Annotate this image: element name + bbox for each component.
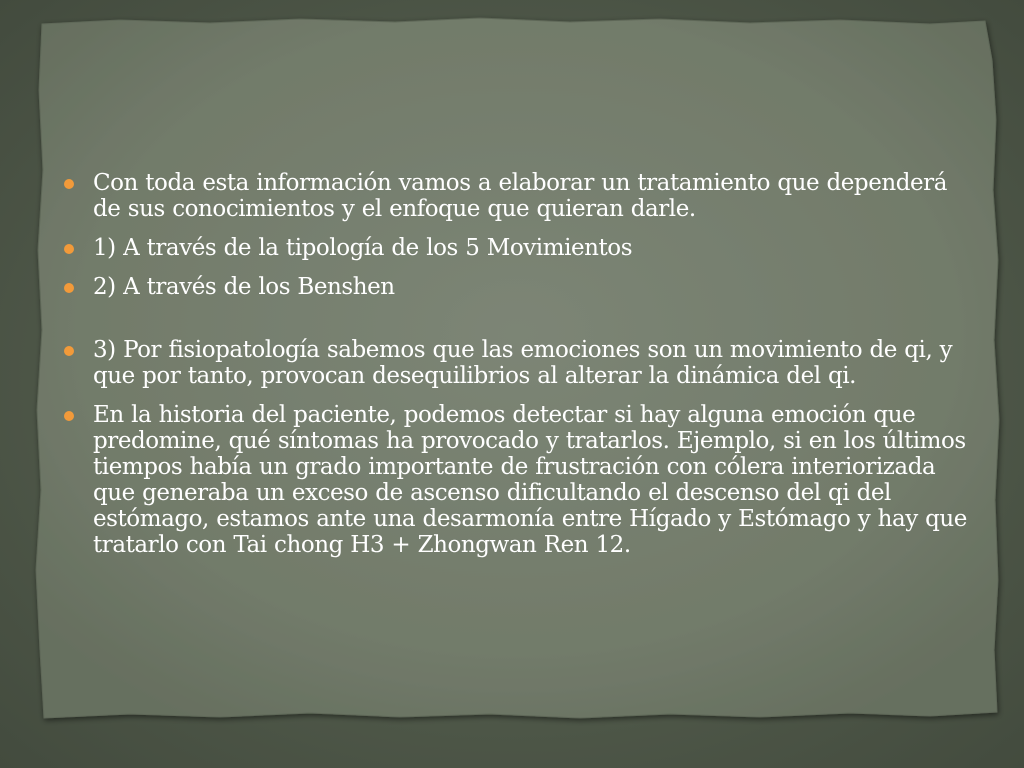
list-item xyxy=(60,337,970,389)
list-item xyxy=(60,170,970,222)
bullet-text: En la historia del paciente, podemos detectar si hay alguna emoción que predomine, qué síntomas ha provocado y tratarlos. Ejemplo, si en los últimos tiempos había un grado importante de frustración con cólera interiorizada que generaba un exceso de ascenso dificultando el descenso del qi del estómago, estamos ante una desarmonía entre Hígado y Estómago y hay que tratarlo con Tai chong H3 + Zhongwan Ren 12. xyxy=(93,402,967,558)
bullet-icon xyxy=(64,244,74,254)
bullet-text: Con toda esta información vamos a elaborar un tratamiento que dependerá de sus conocimientos y el enfoque que quieran darle. xyxy=(93,170,947,222)
bullet-icon xyxy=(64,346,74,356)
list-item xyxy=(60,402,970,558)
list-item xyxy=(60,274,970,300)
slide-content xyxy=(60,170,970,571)
bullet-icon xyxy=(64,283,74,293)
bullet-text: 1) A través de la tipología de los 5 Movimientos xyxy=(93,235,633,261)
bullet-icon xyxy=(64,179,74,189)
bullet-icon xyxy=(64,411,74,421)
bullet-list xyxy=(60,170,970,558)
list-item xyxy=(60,235,970,261)
bullet-text: 3) Por fisiopatología sabemos que las emociones son un movimiento de qi, y que por tanto, provocan desequilibrios al alterar la dinámica del qi. xyxy=(93,337,953,389)
bullet-text: 2) A través de los Benshen xyxy=(93,274,395,300)
